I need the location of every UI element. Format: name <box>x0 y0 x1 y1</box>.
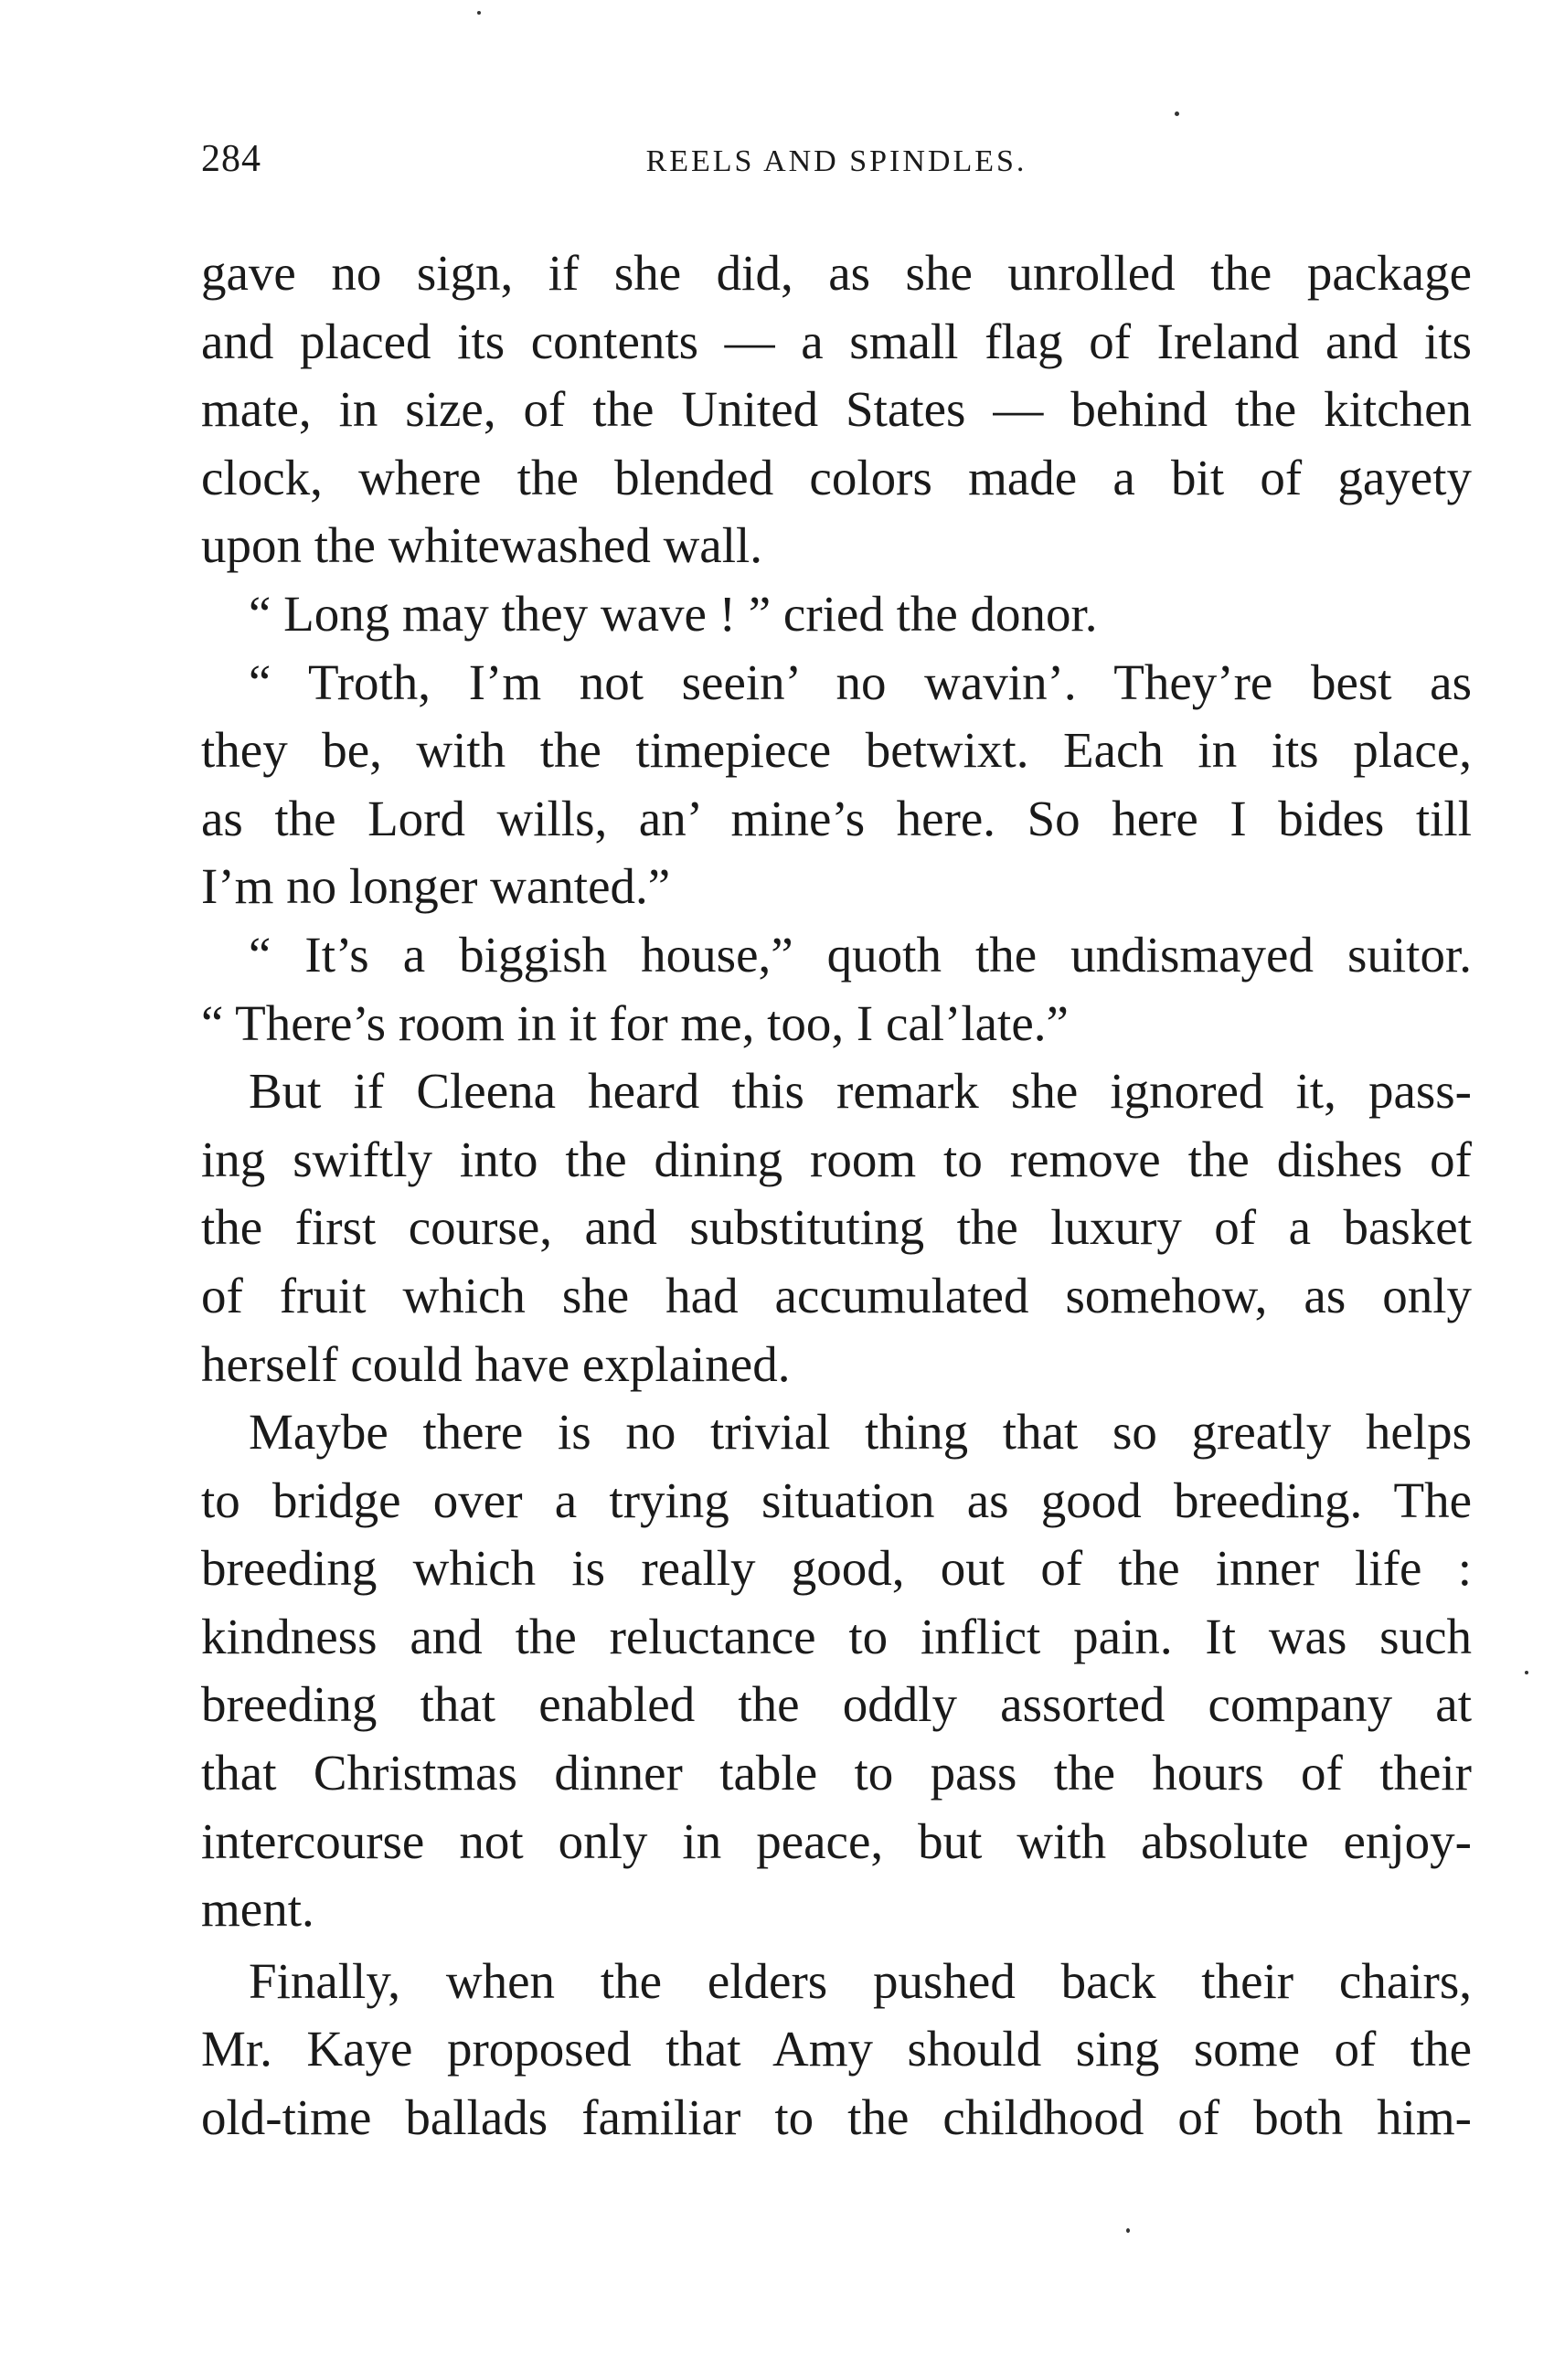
text-line: Maybe there is no trivial thing that so greatly helps <box>249 1404 1472 1461</box>
text-line: intercourse not only in peace, but with absolute enjoy- <box>201 1812 1472 1869</box>
text-line: that Christmas dinner table to pass the hours of their <box>201 1745 1472 1801</box>
text-line: to bridge over a trying situation as good breeding. The <box>201 1472 1472 1528</box>
text-line: “ Troth, I’m not seein’ no wavin’. They’re best as <box>249 653 1472 710</box>
running-title: REELS AND SPINDLES. <box>645 144 1027 178</box>
scan-speck <box>477 11 481 15</box>
text-line: “ There’s room in it for me, too, I cal’late.” <box>201 994 1069 1051</box>
text-line: of fruit which she had accumulated somehow, as only <box>201 1267 1472 1323</box>
text-line: kindness and the reluctance to inflict pain. It was such <box>201 1608 1472 1664</box>
text-line: as the Lord wills, an’ mine’s here. So here I bides till <box>201 790 1472 846</box>
text-line: gave no sign, if she did, as she unrolled the package <box>201 245 1472 301</box>
text-line: “ Long may they wave ! ” cried the donor. <box>249 585 1098 642</box>
page-number: 284 <box>201 138 261 180</box>
text-line: clock, where the blended colors made a bit of gayety <box>201 449 1472 505</box>
text-line: and placed its contents — a small flag of Ireland and its <box>201 313 1472 369</box>
scan-speck <box>1525 1671 1528 1674</box>
text-line: breeding which is really good, out of the inner life : <box>201 1540 1472 1597</box>
text-line: breeding that enabled the oddly assorted company at <box>201 1676 1472 1733</box>
text-line: ment. <box>201 1881 314 1938</box>
text-line: Finally, when the elders pushed back their chairs, <box>249 1952 1472 2009</box>
scan-speck <box>1175 112 1179 116</box>
text-line: herself could have explained. <box>201 1335 791 1392</box>
text-line: old-time ballads familiar to the childhood of both him- <box>201 2089 1472 2146</box>
text-line: But if Cleena heard this remark she ignored it, pass- <box>249 1063 1472 1120</box>
text-line: “ It’s a biggish house,” quoth the undismayed suitor. <box>249 926 1472 983</box>
text-line: ing swiftly into the dining room to remove the dishes of <box>201 1131 1472 1187</box>
text-line: Mr. Kaye proposed that Amy should sing some of the <box>201 2021 1472 2077</box>
running-head <box>201 137 1472 201</box>
text-line: the first course, and substituting the luxury of a basket <box>201 1199 1472 1256</box>
text-line: I’m no longer wanted.” <box>201 858 671 915</box>
text-line: upon the whitewashed wall. <box>201 517 763 574</box>
body-text <box>201 239 1472 2152</box>
text-line: they be, with the timepiece betwixt. Each in its place, <box>201 722 1472 779</box>
text-line: mate, in size, of the United States — behind the kitchen <box>201 381 1472 438</box>
scan-speck <box>1126 2228 1130 2233</box>
